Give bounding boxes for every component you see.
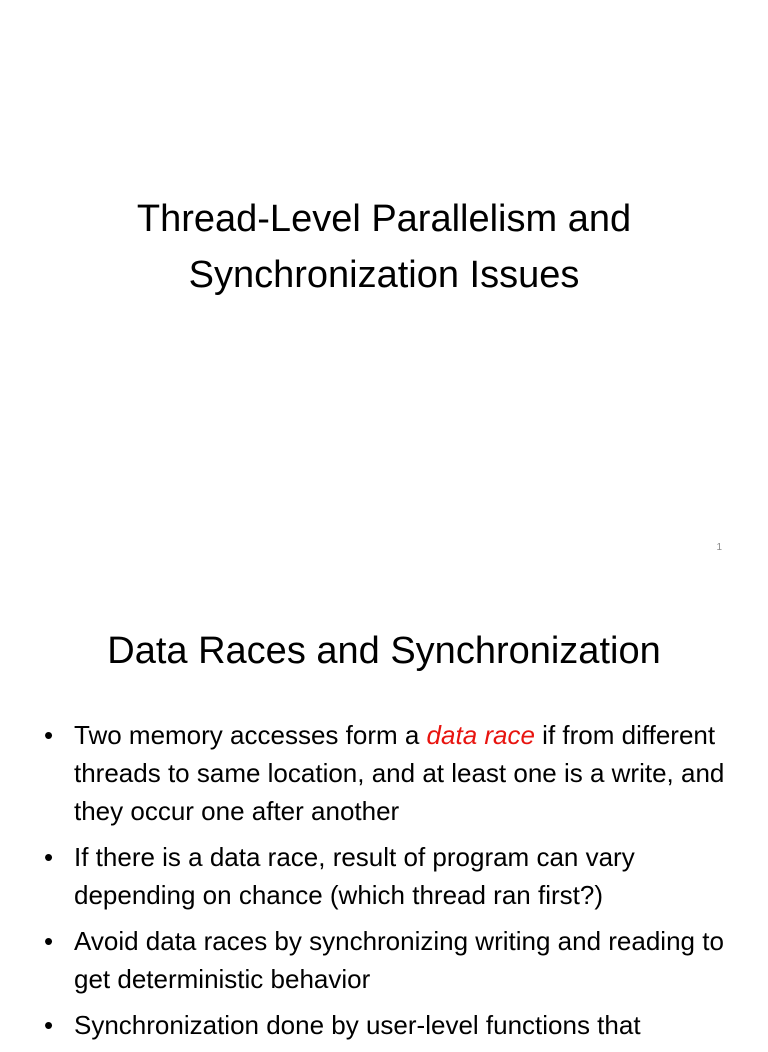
bullet-list [44, 716, 744, 1052]
bullet-text: Avoid data races by synchronizing writing and reading to get deterministic behavior [74, 926, 724, 994]
bullet-icon: • [44, 926, 54, 956]
slide-2 [0, 576, 768, 1040]
bullet-item [44, 922, 744, 998]
bullet-text: Synchronization done by user-level functions that [74, 1010, 641, 1040]
bullet-icon: • [44, 1010, 54, 1040]
bullet-emphasis: data race [426, 720, 535, 750]
bullet-text: If there is a data race, result of program can vary depending on chance (which thread ran first?) [74, 842, 635, 910]
bullet-item [44, 1006, 744, 1044]
page-number: 1 [716, 542, 722, 553]
bullet-icon: • [44, 720, 54, 750]
bullet-item [44, 716, 744, 830]
bullet-text-start: Two memory accesses form a [74, 720, 427, 750]
bullet-item [44, 838, 744, 914]
slide-1-title-line-1: Thread-Level Parallelism and [136, 198, 632, 240]
bullet-icon: • [44, 842, 54, 872]
slide-1-title-line-2: Synchronization Issues [188, 254, 580, 296]
bullet-text-end: if from different threads to same location, and at least one is a write, and they occur one after another [74, 720, 725, 826]
slide-2-title: Data Races and Synchronization [107, 630, 661, 672]
slide-1-title [0, 191, 768, 303]
